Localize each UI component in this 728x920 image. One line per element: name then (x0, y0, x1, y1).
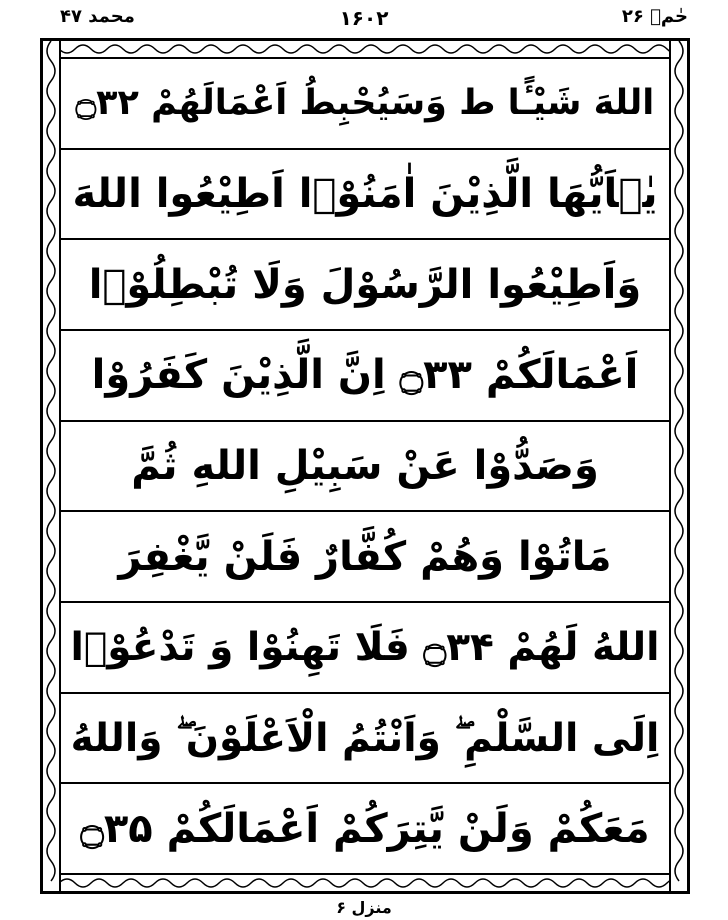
line-text: وَصَدُّوْا عَنْ سَبِيْلِ اللهِ ثُمَّ (131, 443, 599, 490)
manzil-footer: منزل ۶ (336, 898, 392, 917)
line-text: اللهُ لَهُمْ ۝۳۴ فَلَا تَهِنُوْا وَ تَدْعُوْۤا (70, 624, 660, 670)
text-line (61, 331, 669, 422)
decorative-border-left (43, 41, 61, 891)
line-text: اللهَ شَيْـًٔا ط وَسَيُحْبِطُ اَعْمَالَهُمْ ۝۳۲ (75, 83, 655, 124)
page-frame (40, 38, 690, 894)
decorative-border-top (43, 41, 687, 59)
decorative-border-right (669, 41, 687, 891)
juz-header-label: حٰمۤ ۲۶ (621, 6, 688, 27)
text-line (61, 784, 669, 873)
line-text: مَعَكُمْ وَلَنْ يَّتِرَكُمْ اَعْمَالَكُمْ ۝۳۵ (80, 805, 650, 852)
line-text: اِلَى السَّلْمِ ۖ وَاَنْتُمُ الْاَعْلَوْنَ ۖ وَاللهُ (70, 715, 660, 761)
border-pattern-bottom (43, 875, 687, 891)
text-line (61, 59, 669, 150)
border-pattern-top (43, 41, 687, 57)
page-number: ۱۶۰۲ (339, 6, 389, 30)
text-line (61, 240, 669, 331)
decorative-border-bottom (43, 873, 687, 891)
border-pattern-left (43, 41, 59, 891)
page-header (0, 6, 728, 34)
text-line (61, 603, 669, 694)
text-line (61, 694, 669, 785)
text-line (61, 150, 669, 241)
line-text: وَاَطِيْعُوا الرَّسُوْلَ وَلَا تُبْطِلُوْۤا (88, 261, 642, 308)
line-text: يٰۤاَيُّهَا الَّذِيْنَ اٰمَنُوْۤا اَطِيْعُوا اللهَ (72, 171, 658, 217)
line-text: مَاتُوْا وَهُمْ كُفَّارٌ فَلَنْ يَّغْفِرَ (118, 533, 612, 580)
text-line (61, 512, 669, 603)
text-area (61, 59, 669, 873)
surah-header-label: محمد ۴۷ (60, 6, 135, 27)
text-line (61, 422, 669, 513)
line-text: اَعْمَالَكُمْ ۝۳۳ اِنَّ الَّذِيْنَ كَفَرُوْا (91, 352, 639, 399)
border-pattern-right (671, 41, 687, 891)
